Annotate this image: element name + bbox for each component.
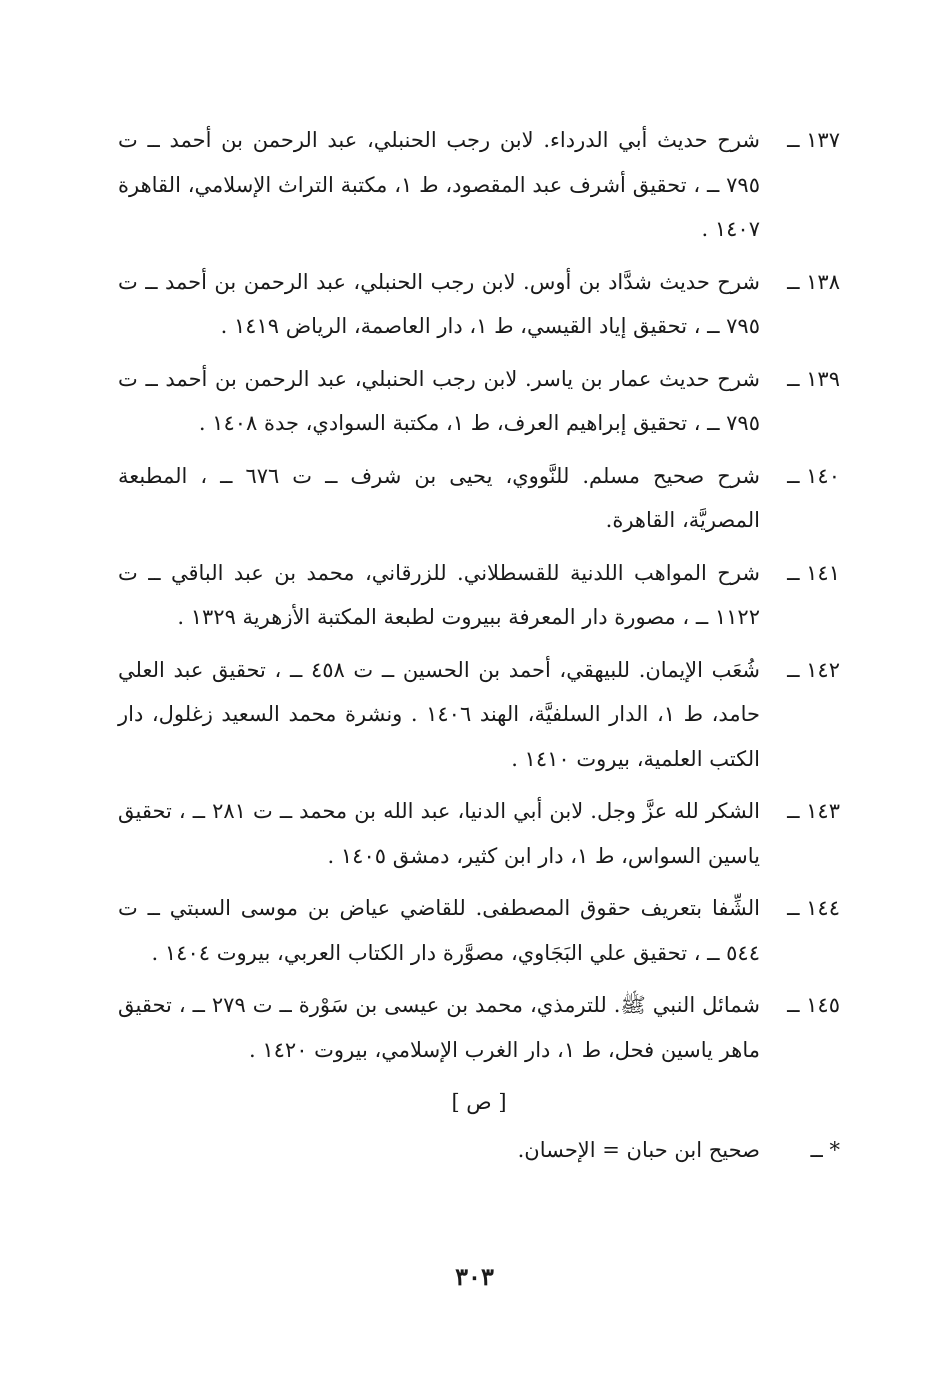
- bibliography-entry-140: [118, 454, 840, 543]
- bibliography-page: [118, 118, 840, 1172]
- bibliography-entry-137: [118, 118, 840, 252]
- entry-text: شرح حديث أبي الدرداء. لابن رجب الحنبلي، عبد الرحمن بن أحمد ــ ت ٧٩٥ ــ ، تحقيق أشرف عبد المقصود، ط ١، مكتبة التراث الإسلامي، القاهرة ١٤٠٧ .: [118, 128, 760, 241]
- bibliography-entry-144: [118, 886, 840, 975]
- entry-number: ١٤٤ ــ: [787, 896, 840, 920]
- entry-text: شرح المواهب اللدنية للقسطلاني. للزرقاني، محمد بن عبد الباقي ــ ت ١١٢٢ ــ ، مصورة دار المعرفة ببيروت لطبعة المكتبة الأزهرية ١٣٢٩ .: [118, 560, 760, 629]
- note-text: صحيح ابن حبان = الإحسان.: [517, 1138, 760, 1162]
- entry-number: ١٣٧ ــ: [787, 128, 840, 152]
- entry-text: الشكر لله عزَّ وجل. لابن أبي الدنيا، عبد الله بن محمد ــ ت ٢٨١ ــ ، تحقيق ياسين السواس، ط ١، دار ابن كثير، دمشق ١٤٠٥ .: [118, 799, 760, 868]
- entry-number: ١٤١ ــ: [787, 560, 840, 585]
- bibliography-entry-138: [118, 260, 840, 349]
- entry-number: ١٤٢ ــ: [787, 657, 840, 682]
- bibliography-entry-141: [118, 551, 840, 640]
- bibliography-entry-145: [118, 983, 840, 1072]
- entry-number: ١٤٥ ــ: [787, 993, 840, 1017]
- entry-number: ١٣٩ ــ: [787, 366, 840, 391]
- section-heading: [ ص ]: [451, 1090, 507, 1114]
- entry-number: ١٣٨ ــ: [787, 269, 840, 294]
- entry-text: شرح حديث شدَّاد بن أوس. لابن رجب الحنبلي، عبد الرحمن بن أحمد ــ ت ٧٩٥ ــ ، تحقيق إياد القيسي، ط ١، دار العاصمة، الرياض ١٤١٩ .: [118, 269, 760, 338]
- entry-number: ١٤٣ ــ: [787, 799, 840, 823]
- bibliography-entry-142: [118, 648, 840, 782]
- entry-text: الشِّفا بتعريف حقوق المصطفى. للقاضي عياض بن موسى السبتي ــ ت ٥٤٤ ــ ، تحقيق علي البَجَاوي، مصوَّرة دار الكتاب العربي، بيروت ١٤٠٤ .: [118, 896, 760, 965]
- entry-text: شرح صحيح مسلم. للنَّووي، يحيى بن شرف ــ ت ٦٧٦ ــ ، المطبعة المصريَّة، القاهرة.: [118, 463, 761, 532]
- entry-number: ١٤٠ ــ: [787, 463, 840, 488]
- bibliography-entry-143: [118, 789, 840, 878]
- entry-text: شرح حديث عمار بن ياسر. لابن رجب الحنبلي، عبد الرحمن بن أحمد ــ ت ٧٩٥ ــ ، تحقيق إبراهيم العرف، ط ١، مكتبة السوادي، جدة ١٤٠٨ .: [118, 366, 760, 435]
- cross-reference-note: [118, 1128, 840, 1172]
- entry-text: شمائل النبي ﷺ. للترمذي، محمد بن عيسى بن سَوْرة ــ ت ٢٧٩ ــ ، تحقيق ماهر ياسين فحل، ط ١، دار الغرب الإسلامي، بيروت ١٤٢٠ .: [118, 993, 761, 1062]
- note-marker: * ــ: [810, 1138, 840, 1162]
- bibliography-entry-139: [118, 357, 840, 446]
- page-number: ٣٠٣: [455, 1262, 494, 1291]
- entry-text: شُعَب الإيمان. للبيهقي، أحمد بن الحسين ــ ت ٤٥٨ ــ ، تحقيق عبد العلي حامد، ط ١، الدار السلفيَّة، الهند ١٤٠٦ . ونشرة محمد السعيد زغلول، دار الكتب العلمية، بيروت ١٤١٠ .: [118, 657, 761, 771]
